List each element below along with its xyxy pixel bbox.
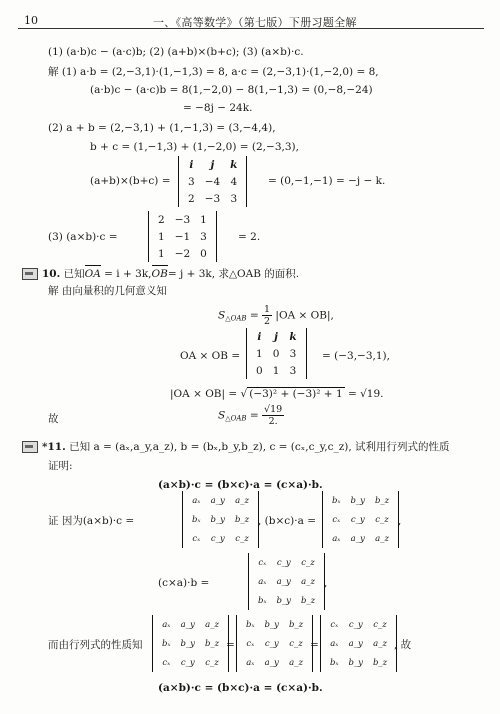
det-cell: −3 <box>204 192 221 205</box>
det-cell: cₓ <box>258 557 267 568</box>
p9-triple-lhs: (3) (a×b)·c = <box>48 231 118 243</box>
det-cell: c_y <box>276 557 291 568</box>
area-subscript: △OAB <box>225 414 247 423</box>
det-cell: i <box>189 158 194 171</box>
det-cell: cₓ <box>192 533 201 544</box>
det-cell: 4 <box>230 175 238 188</box>
final-gu: , 故 <box>394 639 412 651</box>
equals-2: = <box>310 639 319 651</box>
det-cell: 0 <box>256 364 263 377</box>
det-cell: 3 <box>200 230 207 243</box>
det-table <box>241 615 308 672</box>
equals: = <box>249 309 259 322</box>
det-row <box>325 615 392 634</box>
det-row <box>187 491 254 510</box>
det-table <box>251 328 302 379</box>
det-row <box>327 491 394 510</box>
det-cell: c_y <box>348 619 363 630</box>
det-row <box>251 328 302 345</box>
page-number: 10 <box>24 14 38 27</box>
det-cell: c_z <box>301 557 315 568</box>
p10-area-result <box>218 404 284 430</box>
determinant-2 <box>148 211 217 262</box>
det-row <box>253 572 320 591</box>
det-cell: b_z <box>374 495 390 506</box>
det-cell: b_z <box>288 619 304 630</box>
det-cell: aₓ <box>330 638 339 649</box>
p10-cross-lhs: OA × OB = <box>180 350 241 362</box>
p9-solution-4: (2) a + b = (2,−3,1) + (1,−1,3) = (3,−4,4), <box>48 122 276 134</box>
det-cell: a_z <box>301 576 315 587</box>
det-cell: c_z <box>375 514 389 525</box>
fraction-result <box>262 404 284 427</box>
det-cell: b_y <box>264 619 279 630</box>
det-cell: j <box>210 158 215 171</box>
p9-triple-rhs: = 2. <box>238 231 261 243</box>
det-table <box>153 211 212 262</box>
determinant-C2 <box>320 615 397 672</box>
det-table <box>183 156 242 207</box>
det-row <box>251 345 302 362</box>
problem-10 <box>22 265 299 281</box>
cxa-lhs: (c×a)·b = <box>158 577 210 589</box>
det-table <box>157 615 224 672</box>
det-cell: 1 <box>200 213 207 226</box>
det-row <box>153 211 212 228</box>
det-cell: a_z <box>289 657 303 668</box>
area-symbol: S <box>218 409 226 422</box>
determinant-1 <box>178 156 247 207</box>
det-cell: −4 <box>204 175 221 188</box>
det-cell: c_y <box>210 533 225 544</box>
det-cell: bₓ <box>192 514 201 525</box>
p10-solution-intro: 解 由向量积的几何意义知 <box>48 285 167 297</box>
det-cell: b_y <box>276 595 291 606</box>
det-cell: a_z <box>205 619 219 630</box>
det-row <box>183 190 242 207</box>
det-row <box>187 510 254 529</box>
det-cell: aₓ <box>192 495 201 506</box>
det-cell: bₓ <box>330 657 339 668</box>
magnitude-lhs: |OA × OB| = <box>170 388 238 400</box>
frac-num: √19 <box>264 404 283 415</box>
det-row <box>327 529 394 548</box>
p9-cross-lhs: (a+b)×(b+c) = <box>90 175 171 187</box>
magnitude-result: = √19. <box>347 388 384 400</box>
determinant-A2 <box>152 615 229 672</box>
det-cell: 0 <box>200 247 207 260</box>
frac-den: 2 <box>264 316 271 327</box>
det-cell: c_z <box>235 533 249 544</box>
det-cell: 0 <box>272 347 280 360</box>
det-cell: cₓ <box>330 619 339 630</box>
det-cell: aₓ <box>332 533 341 544</box>
problem-11-number: *11. <box>42 441 66 453</box>
det-cell: a_z <box>375 533 389 544</box>
det-table <box>327 491 394 548</box>
determinant-B2 <box>236 615 313 672</box>
problem-10-mid2: = j + 3k, 求△OAB 的面积. <box>167 268 300 280</box>
det-cell: 3 <box>230 192 238 205</box>
p9-solution-3: = −8j − 24k. <box>183 102 253 114</box>
det-cell: i <box>257 330 262 343</box>
determinant-C <box>248 553 328 610</box>
det-cell: b_z <box>234 514 250 525</box>
det-cell: bₓ <box>246 619 255 630</box>
det-cell: c_y <box>350 514 365 525</box>
det-table <box>187 491 254 548</box>
det-row <box>241 653 308 672</box>
area-symbol: S <box>218 309 226 322</box>
vector-ob: OB <box>152 265 168 281</box>
vector-oa: OA <box>85 265 101 281</box>
det-row <box>153 245 212 262</box>
det-cell: c_z <box>289 638 303 649</box>
det-row <box>253 591 320 610</box>
equals-1: = <box>226 639 235 651</box>
det-row <box>157 634 224 653</box>
det-cell: cₓ <box>246 638 255 649</box>
exercise-marker-icon <box>22 441 38 453</box>
determinant-A <box>182 491 259 548</box>
p9-question-line: (1) (a·b)c − (a·c)b; (2) (a+b)×(b+c); (3) (a×b)·c. <box>48 46 304 58</box>
frac-den: 2. <box>268 416 278 427</box>
det-cell: a_z <box>373 638 387 649</box>
problem-11 <box>22 440 450 454</box>
det-cell: cₓ <box>332 514 341 525</box>
p9-solution-2: (a·b)c − (a·c)b = 8(1,−2,0) − 8(1,−1,3) = (0,−8,−24) <box>90 84 373 96</box>
det-cell: −2 <box>174 247 191 260</box>
det-cell: b_z <box>300 595 316 606</box>
det-cell: bₓ <box>332 495 341 506</box>
area-subscript: △OAB <box>225 314 247 323</box>
det-cell: 3 <box>188 175 195 188</box>
p9-cross-rhs: = (0,−1,−1) = −j − k. <box>268 175 386 187</box>
det-cell: b_y <box>180 638 195 649</box>
det-cell: bₓ <box>162 638 171 649</box>
det-row <box>253 553 320 572</box>
det-cell: 3 <box>289 364 297 377</box>
det-cell: c_y <box>264 638 279 649</box>
det-cell: c_z <box>205 657 219 668</box>
det-row <box>325 634 392 653</box>
p10-area-formula <box>218 304 334 330</box>
det-cell: 1 <box>272 364 280 377</box>
frac-num: 1 <box>264 304 271 315</box>
det-row <box>241 615 308 634</box>
det-row <box>241 634 308 653</box>
gu-label: 故 <box>48 413 59 425</box>
problem-11-q2: 证明: <box>48 460 73 472</box>
det-row <box>183 173 242 190</box>
det-cell: a_y <box>264 657 279 668</box>
running-title: 一、《高等数学》（第七版）下册习题全解 <box>153 16 357 29</box>
det-row <box>183 156 242 173</box>
det-row <box>153 228 212 245</box>
identity-statement: (a×b)·c = (b×c)·a = (c×a)·b. <box>158 479 323 491</box>
det-cell: j <box>274 330 278 343</box>
equals: = <box>249 409 259 422</box>
cxa-comma: , <box>324 577 328 589</box>
det-cell: b_y <box>348 657 363 668</box>
magnitude-radicand: (−3)² + (−3)² + 1 <box>249 388 343 400</box>
det-cell: 2 <box>158 213 165 226</box>
final-pre: 而由行列式的性质知 <box>48 639 143 651</box>
fraction-half <box>262 304 272 327</box>
det-cell: −3 <box>174 213 191 226</box>
final-identity: (a×b)·c = (b×c)·a = (c×a)·b. <box>158 682 323 694</box>
det-row <box>251 362 302 379</box>
det-cell: cₓ <box>162 657 171 668</box>
problem-11-q1: 已知 a = (aₓ,a_y,a_z), b = (bₓ,b_y,b_z), c = (cₓ,c_y,c_z), 试利用行列式的性质 <box>69 441 450 453</box>
p10-magnitude: |OA × OB| = √ (−3)² + (−3)² + 1 = √19. <box>170 388 384 400</box>
determinant-3 <box>246 328 307 379</box>
det-cell: 3 <box>289 347 297 360</box>
determinant-B <box>322 491 402 548</box>
det-cell: aₓ <box>162 619 171 630</box>
det-cell: a_y <box>348 638 363 649</box>
p9-solution-5: b + c = (1,−1,3) + (1,−2,0) = (2,−3,3), <box>90 141 299 153</box>
det-cell: bₓ <box>258 595 267 606</box>
problem-10-pre: 已知 <box>63 268 85 280</box>
det-cell: aₓ <box>258 576 267 587</box>
det-cell: k <box>289 330 297 343</box>
exercise-marker-icon <box>22 268 38 280</box>
page-header <box>18 14 484 29</box>
proof-pre: 证 因为(a×b)·c = <box>48 515 135 527</box>
det-cell: aₓ <box>246 657 255 668</box>
proof-mid: , (b×c)·a = <box>258 515 317 527</box>
det-cell: b_y <box>350 495 365 506</box>
problem-10-number: 10. <box>42 268 61 280</box>
det-table <box>325 615 392 672</box>
proof-comma: , <box>398 515 402 527</box>
det-row <box>327 510 394 529</box>
det-cell: k <box>230 158 238 171</box>
det-cell: a_y <box>180 619 195 630</box>
det-cell: b_z <box>204 638 220 649</box>
p10-cross-rhs: = (−3,−3,1), <box>322 350 390 362</box>
det-cell: a_z <box>235 495 249 506</box>
det-row <box>325 653 392 672</box>
problem-10-mid1: = i + 3k, <box>104 268 152 280</box>
det-cell: 1 <box>158 247 165 260</box>
det-cell: c_z <box>373 619 387 630</box>
det-cell: a_y <box>350 533 365 544</box>
det-cell: c_y <box>180 657 195 668</box>
det-cell: −1 <box>174 230 191 243</box>
det-cell: 2 <box>188 192 195 205</box>
det-cell: b_z <box>372 657 388 668</box>
det-cell: 1 <box>256 347 263 360</box>
area-rhs: |OA × OB|, <box>275 309 334 322</box>
det-cell: a_y <box>210 495 225 506</box>
det-cell: a_y <box>276 576 291 587</box>
det-cell: b_y <box>210 514 225 525</box>
det-cell: 1 <box>158 230 165 243</box>
det-table <box>253 553 320 610</box>
p9-solution-1: 解 (1) a·b = (2,−3,1)·(1,−1,3) = 8, a·c = (2,−3,1)·(1,−2,0) = 8, <box>48 66 379 78</box>
det-row <box>157 615 224 634</box>
det-row <box>187 529 254 548</box>
det-row <box>157 653 224 672</box>
